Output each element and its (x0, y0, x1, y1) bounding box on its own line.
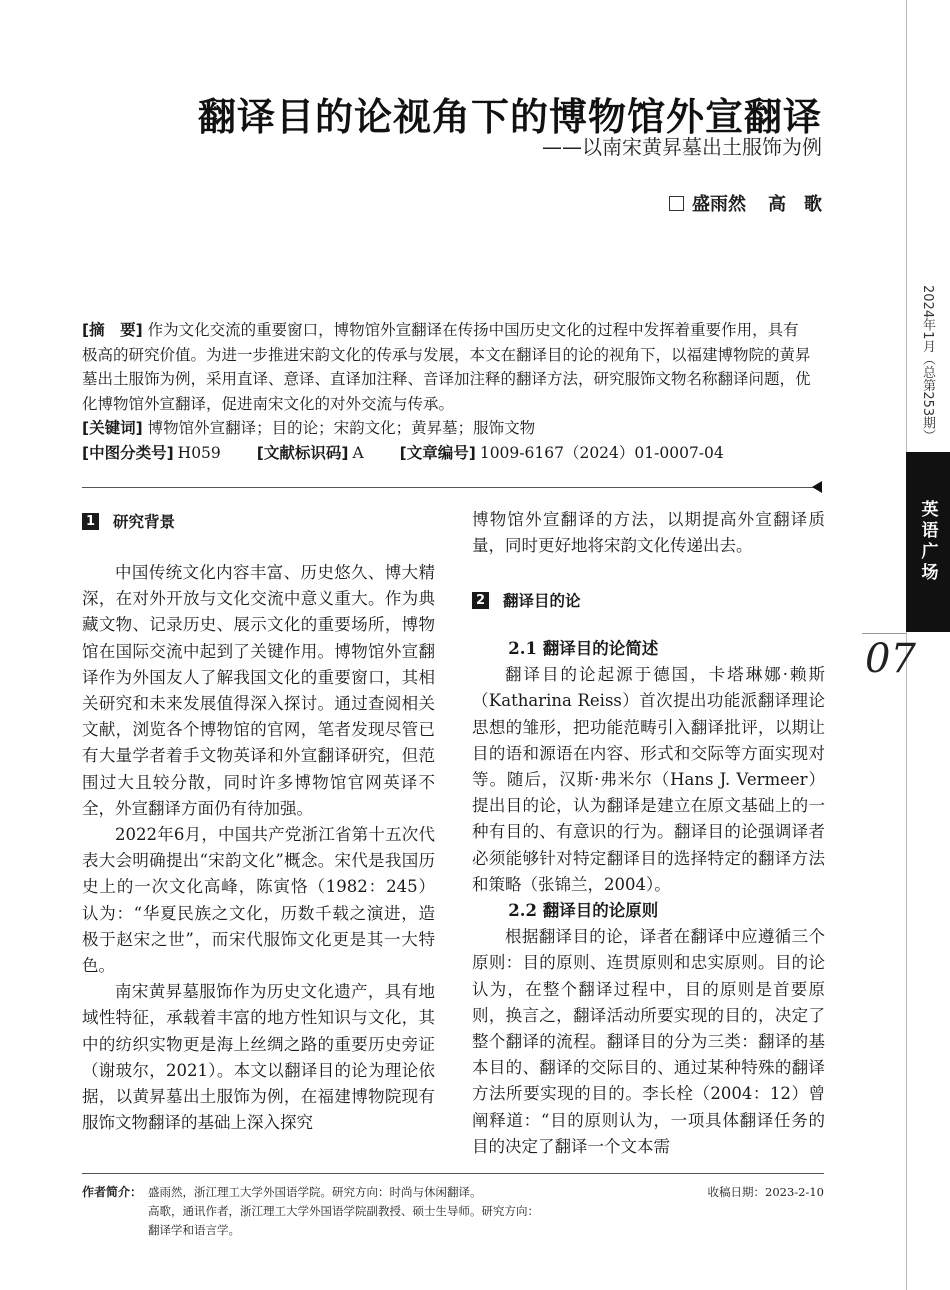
abstract-text: 作为文化交流的重要窗口，博物馆外宣翻译在传扬中国历史文化的过程中发挥着重要作用，具有极高的研究价值。为进一步推进宋韵文化的传承与发展，本文在翻译目的论的视角下，以福建博物院的黄昇墓出土服饰为例，采用直译、意译、直译加注释、音译加注释的翻译方法，研究服饰文物名称翻译问题，优化博物馆外宣翻译，促进南宋文化的对外交流与传承。 (82, 321, 811, 413)
clc-label: [中图分类号] (82, 443, 174, 462)
author-note-line: 翻译学和语言学。 (148, 1223, 240, 1237)
paragraph: 南宋黄昇墓服饰作为历史文化遗产，具有地域性特征，承载着丰富的地方性知识与文化，其中的纺织实物更是海上丝绸之路的重要历史旁证（谢玻尔，2021）。本文以翻译目的论为理论依据，以黄昇墓出土服饰为例，在福建博物院现有服饰文物翻译的基础上深入探究 (82, 982, 435, 1133)
divider-bottom (82, 1173, 824, 1174)
section-tab-label: 英语广场 (917, 500, 938, 584)
section-2-number: 2 (472, 592, 489, 609)
article-number-value: 1009-6167（2024）01-0007-04 (479, 443, 724, 462)
doc-code-value: A (352, 443, 364, 462)
author-note-line: 高歌，通讯作者，浙江理工大学外国语学院副教授、硕士生导师。研究方向： (148, 1204, 539, 1218)
paragraph: 博物馆外宣翻译的方法，以期提高外宣翻译质量，同时更好地将宋韵文化传递出去。 (472, 510, 825, 556)
column-left (82, 560, 435, 1136)
paragraph: 根据翻译目的论，译者在翻译中应遵循三个原则：目的原则、连贯原则和忠实原则。目的论认为，在整个翻译过程中，目的原则是首要原则，换言之，翻译活动所要实现的目的，决定了整个翻译的流程。翻译目的分为三类：翻译的基本目的、翻译的交际目的、通过某种特殊的翻译方法所要实现的目的。李长栓（2004：12）曾阐释道：“目的原则认为，一项具体翻译任务的目的决定了翻译一个文本需 (472, 927, 825, 1156)
square-icon (669, 196, 684, 211)
section-2-heading (472, 589, 581, 611)
page-number-rule (862, 633, 906, 634)
paragraph: 翻译目的论起源于德国，卡塔琳娜·赖斯（Katharina Reiss）首次提出功能派翻译理论思想的雏形，把功能范畴引入翻译批评，以期让目的语和源语在内容、形式和交际等方面实现对等。随后，汉斯·弗米尔（Hans J. Vermeer）提出目的论，认为翻译是建立在原文基础上的一种有目的、有意识的行为。翻译目的论强调译者必须能够针对特定翻译目的选择特定的翻译方法和策略（张锦兰，2004）。 (472, 665, 825, 894)
clc-value: H059 (177, 443, 221, 462)
section-1-heading (82, 510, 175, 532)
classification-row (82, 441, 812, 466)
abstract-label: [摘 要] (82, 321, 143, 339)
keywords-text: 博物馆外宣翻译；目的论；宋韵文化；黄昇墓；服饰文物 (147, 419, 536, 437)
section-tab (906, 452, 950, 632)
doc-code-label: [文献标识码] (256, 443, 349, 462)
column-right-lower (472, 636, 825, 1160)
received-date: 收稿日期：2023-2-10 (707, 1185, 824, 1199)
author-2: 高 歌 (768, 194, 822, 215)
abstract (82, 318, 812, 416)
author-note-label: 作者简介： (82, 1185, 143, 1199)
section-1-title: 研究背景 (113, 513, 176, 531)
keywords-label: [关键词] (82, 419, 143, 437)
section-1-number: 1 (82, 513, 99, 530)
paragraph: 中国传统文化内容丰富、历史悠久、博大精深，在对外开放与文化交流中意义重大。作为典藏文物、记录历史、展示文化的重要场所，博物馆在国际交流中起到了关键作用。博物馆外宣翻译作为外国友人了解我国文化的重要窗口，其相关研究和未来发展值得深入探讨。通过查阅相关文献，浏览各个博物馆的官网，笔者发现尽管已有大量学者着手文物英译和外宣翻译研究，但范围过大且较分散，同时许多博物馆官网英译不全，外宣翻译方面仍有待加强。 (82, 563, 435, 818)
issue-info: 2024年1月（总第253期） (920, 285, 935, 443)
divider-top (82, 487, 818, 488)
author-note (82, 1183, 824, 1237)
subsection-2-2-title: 2.2 翻译目的论原则 (508, 901, 659, 921)
subsection-2-1-title: 2.1 翻译目的论简述 (508, 639, 659, 658)
page-number: 07 (865, 636, 916, 682)
author-line (669, 190, 822, 216)
paragraph: 2022年6月，中国共产党浙江省第十五次代表大会明确提出“宋韵文化”概念。宋代是我国历史上的一次文化高峰，陈寅恪（1982：245）认为：“华夏民族之文化，历数千载之演进，造极于赵宋之世”，而宋代服饰文化更是其一大特色。 (82, 825, 435, 976)
column-right (472, 507, 825, 559)
keywords (82, 416, 812, 441)
article-title: 翻译目的论视角下的博物馆外宣翻译 (197, 95, 822, 139)
triangle-marker-icon (812, 481, 822, 493)
section-2-title: 翻译目的论 (503, 592, 581, 610)
author-1: 盛雨然 (692, 194, 746, 215)
author-note-line: 盛雨然，浙江理工大学外国语学院。研究方向：时尚与休闲翻译。 (148, 1185, 482, 1199)
article-number-label: [文章编号] (399, 443, 476, 462)
article-subtitle: ——以南宋黄昇墓出土服饰为例 (542, 135, 822, 159)
abstract-block (82, 318, 812, 465)
